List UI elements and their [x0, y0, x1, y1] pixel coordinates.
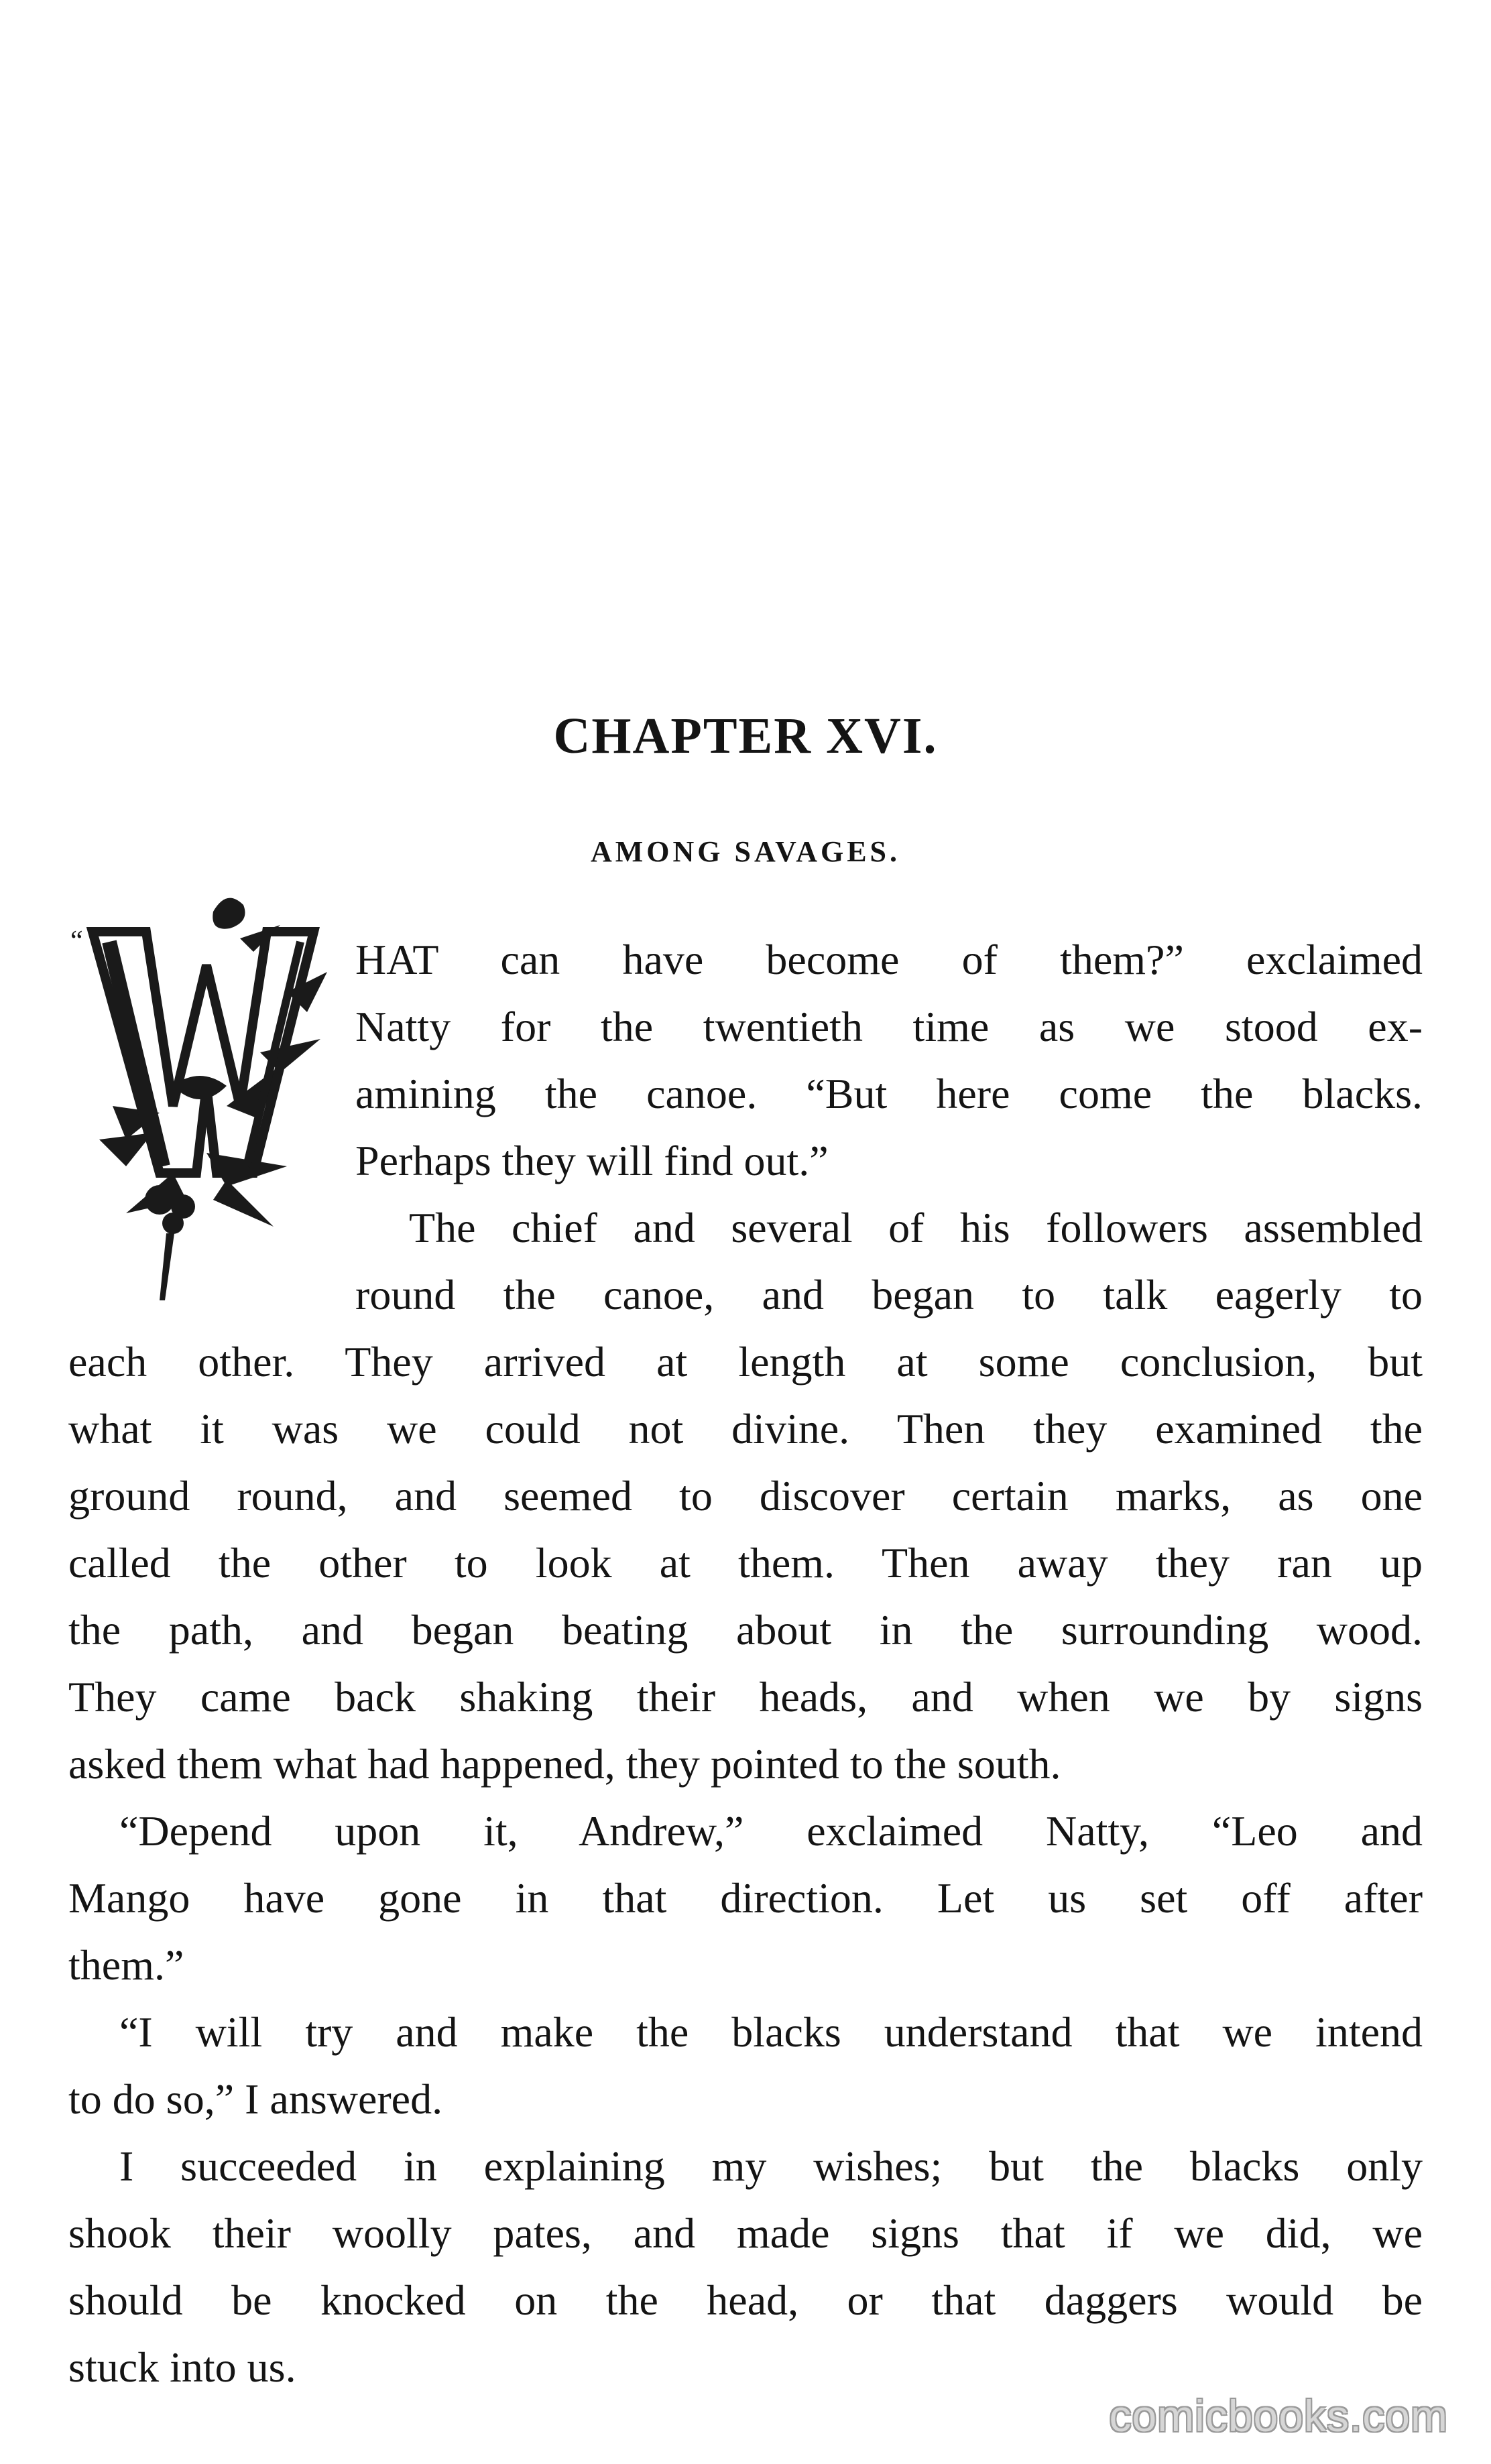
text-line-17: “I will try and make the blacks understand that we intend [119, 2008, 1423, 2056]
text-line-16: them.” [68, 1941, 184, 1989]
text-line-11: the path, and began beating about in the surrounding wood. [68, 1606, 1423, 1654]
text-line-9: ground round, and seemed to discover certain marks, as one [68, 1472, 1423, 1520]
text-line-13: asked them what had happened, they pointed to the south. [68, 1740, 1061, 1788]
text-line-4: Perhaps they will find out.” [355, 1137, 829, 1184]
text-line-18: to do so,” I answered. [68, 2075, 443, 2123]
text-line-3: amining the canoe. “But here come the blacks. [355, 1070, 1423, 1117]
opening-quote: “ [70, 926, 83, 957]
chapter-title: CHAPTER XVI. [553, 708, 938, 764]
text-line-1: HAT can have become of them?” exclaimed [355, 936, 1423, 983]
text-line-12: They came back shaking their heads, and when we by signs [68, 1673, 1423, 1721]
text-line-19: I succeeded in explaining my wishes; but the blacks only [119, 2142, 1423, 2190]
text-line-6: round the canoe, and began to talk eagerly to [355, 1271, 1423, 1318]
decorated-dropcap-w [72, 885, 341, 1314]
text-line-22: stuck into us. [68, 2343, 296, 2391]
text-line-7: each other. They arrived at length at some conclusion, but [68, 1338, 1423, 1385]
text-line-14: “Depend upon it, Andrew,” exclaimed Natty, “Leo and [119, 1807, 1423, 1855]
watermark: comicbooks.com [1109, 2391, 1448, 2441]
text-line-10: called the other to look at them. Then away they ran up [68, 1539, 1423, 1587]
text-line-20: shook their woolly pates, and made signs that if we did, we [68, 2209, 1423, 2257]
text-line-2: Natty for the twentieth time as we stood ex- [355, 1003, 1423, 1050]
text-line-8: what it was we could not divine. Then they examined the [68, 1405, 1423, 1453]
chapter-subtitle: AMONG SAVAGES. [590, 835, 901, 868]
text-line-5: The chief and several of his followers assembled [409, 1204, 1423, 1251]
text-line-21: should be knocked on the head, or that daggers would be [68, 2276, 1423, 2324]
text-line-15: Mango have gone in that direction. Let us set off after [68, 1874, 1423, 1922]
